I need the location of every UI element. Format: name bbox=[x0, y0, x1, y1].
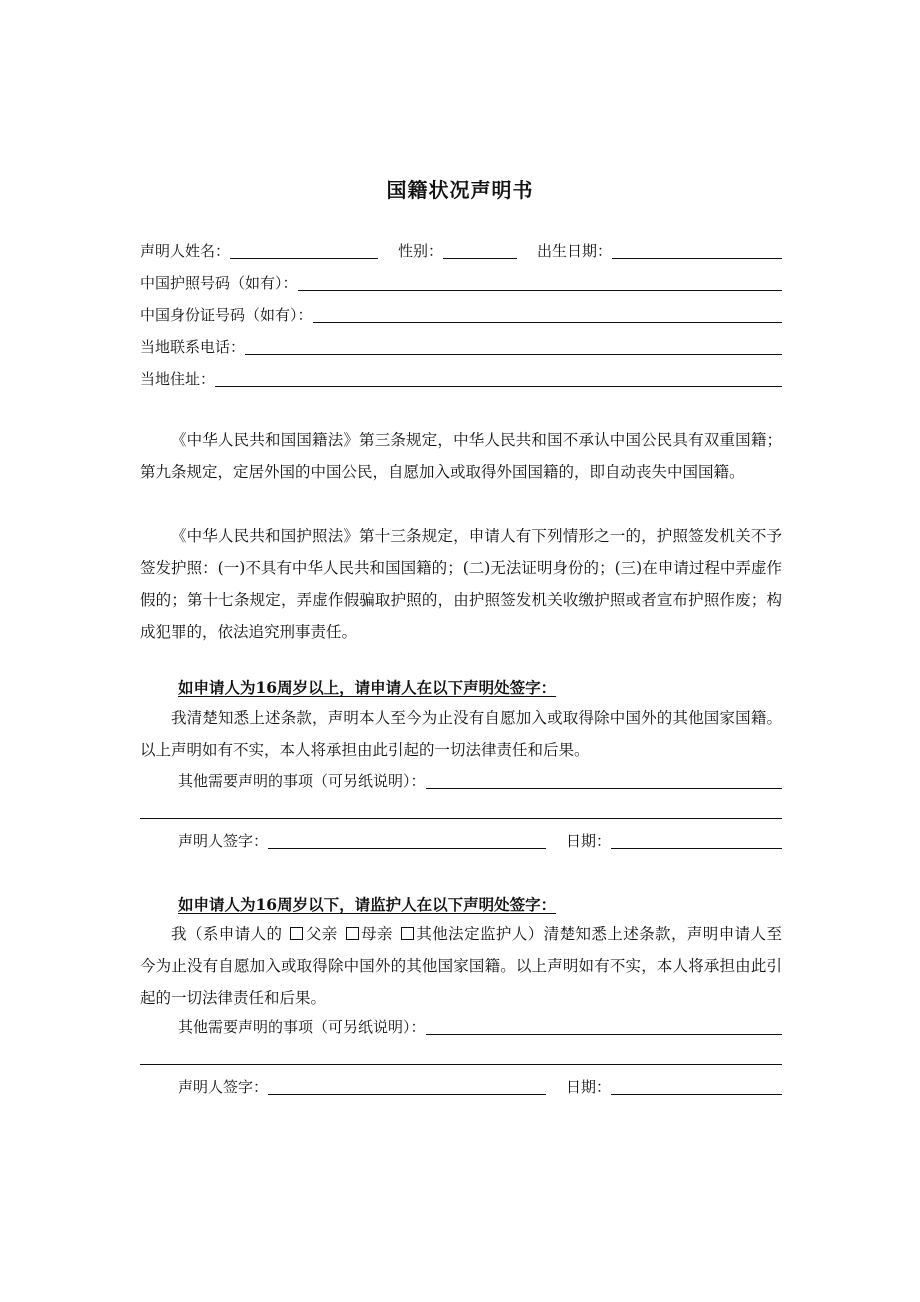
adult-signature-row bbox=[178, 830, 782, 852]
name-field[interactable] bbox=[230, 240, 378, 259]
address-field[interactable] bbox=[215, 368, 782, 387]
minor-signature-label: 声明人签字： bbox=[178, 1078, 269, 1096]
minor-section-heading: 如申请人为16周岁以下，请监护人在以下声明处签字： bbox=[178, 895, 557, 914]
id-row bbox=[140, 304, 782, 326]
passport-label: 中国护照号码（如有）： bbox=[140, 274, 298, 292]
minor-signature-row bbox=[178, 1076, 782, 1098]
minor-signature-field[interactable] bbox=[268, 1076, 546, 1095]
name-gender-birth-row bbox=[140, 240, 782, 262]
adult-other-row bbox=[178, 770, 782, 792]
minor-date-label: 日期： bbox=[566, 1078, 612, 1096]
phone-label: 当地联系电话： bbox=[140, 338, 246, 356]
adult-signature-field[interactable] bbox=[268, 830, 546, 849]
mother-option-label: 母亲 bbox=[360, 925, 393, 943]
gender-field[interactable] bbox=[443, 240, 517, 259]
adult-statement: 我清楚知悉上述条款，声明本人至今为止没有自愿加入或取得除中国外的其他国家国籍。以上声明如有不实，本人将承担由此引起的一切法律责任和后果。 bbox=[140, 709, 782, 759]
adult-date-label: 日期： bbox=[566, 832, 612, 850]
address-label: 当地住址： bbox=[140, 370, 216, 388]
phone-field[interactable] bbox=[245, 336, 782, 355]
minor-statement-suffix: ）清楚知悉上述条款，声明申请人至今为止没有自愿加入或取得除中国外的其他国家国籍。以上声明如有不实，本人将承担由此引起的一切法律责任和后果。 bbox=[140, 925, 782, 1007]
minor-statement bbox=[140, 918, 782, 1014]
minor-other-line bbox=[140, 1064, 782, 1065]
adult-other-label: 其他需要声明的事项（可另纸说明）： bbox=[178, 772, 426, 790]
id-label: 中国身份证号码（如有）： bbox=[140, 306, 313, 324]
mother-checkbox[interactable] bbox=[346, 927, 359, 940]
passport-law-paragraph: 《中华人民共和国护照法》第十三条规定，申请人有下列情形之一的，护照签发机关不予签发护照：(一)不具有中华人民共和国国籍的；(二)无法证明身份的；(三)在申请过程中弄虚作假的；第十七条规定，弄虚作假骗取护照的，由护照签发机关收缴护照或者宣布护照作废；构成犯罪的，依法追究刑事责任。 bbox=[140, 527, 782, 641]
minor-statement-prefix: 我（系申请人的 bbox=[171, 925, 283, 943]
adult-signature-label: 声明人签字： bbox=[178, 832, 269, 850]
father-option-label: 父亲 bbox=[305, 925, 338, 943]
minor-other-row bbox=[178, 1016, 782, 1038]
minor-other-label: 其他需要声明的事项（可另纸说明）： bbox=[178, 1018, 426, 1036]
other-guardian-option-label: 其他法定监护人 bbox=[415, 925, 528, 943]
address-row bbox=[140, 368, 782, 390]
gender-label: 性别： bbox=[398, 242, 444, 260]
page-title: 国籍状况声明书 bbox=[386, 178, 534, 202]
passport-row bbox=[140, 272, 782, 294]
birth-date-field[interactable] bbox=[612, 240, 782, 259]
passport-number-field[interactable] bbox=[298, 272, 782, 291]
name-label: 声明人姓名： bbox=[140, 242, 231, 260]
birth-date-label: 出生日期： bbox=[537, 242, 613, 260]
adult-other-field[interactable] bbox=[426, 770, 782, 789]
father-checkbox[interactable] bbox=[290, 927, 303, 940]
nationality-law-paragraph: 《中华人民共和国国籍法》第三条规定，中华人民共和国不承认中国公民具有双重国籍；第九条规定，定居外国的中国公民，自愿加入或取得外国国籍的，即自动丧失中国国籍。 bbox=[140, 431, 782, 481]
phone-row bbox=[140, 336, 782, 358]
adult-date-field[interactable] bbox=[611, 830, 782, 849]
id-number-field[interactable] bbox=[313, 304, 782, 323]
other-guardian-checkbox[interactable] bbox=[401, 927, 414, 940]
minor-date-field[interactable] bbox=[611, 1076, 782, 1095]
minor-other-field[interactable] bbox=[426, 1016, 782, 1035]
adult-other-line bbox=[140, 818, 782, 819]
adult-section-heading: 如申请人为16周岁以上，请申请人在以下声明处签字： bbox=[178, 678, 557, 697]
